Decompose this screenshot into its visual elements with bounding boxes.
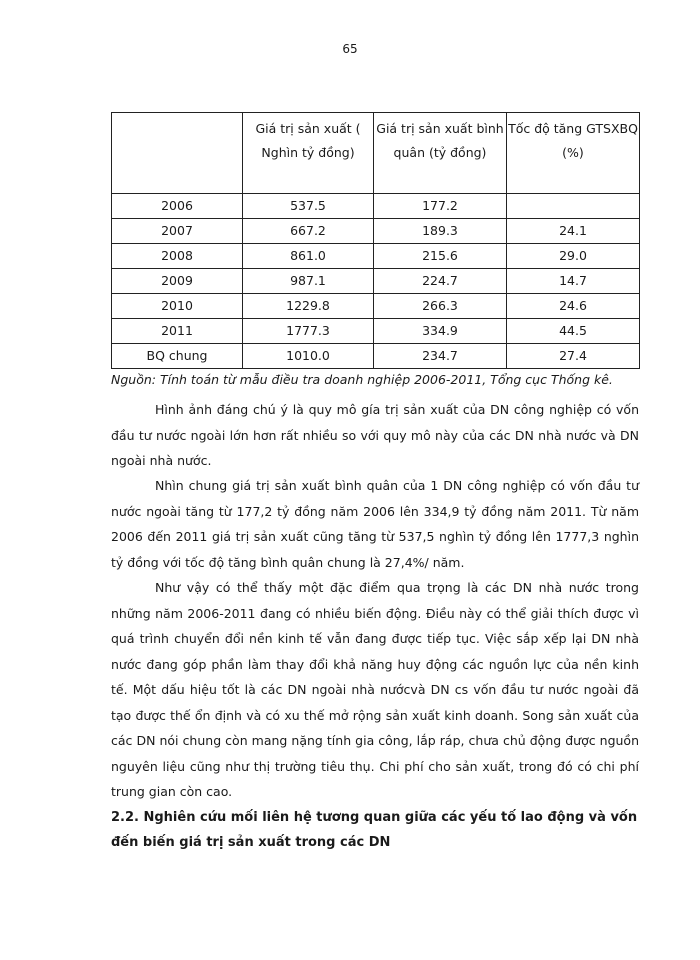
table-cell: 537.5 [243,194,374,219]
table-cell: 1010.0 [243,344,374,369]
table-cell [507,194,640,219]
table-cell: 334.9 [374,319,507,344]
table-header-cell: Giá trị sản xuất bình quân (tỷ đồng) [374,113,507,194]
table-cell: 24.6 [507,294,640,319]
table-cell: 189.3 [374,219,507,244]
table-cell-year: 2006 [112,194,243,219]
table-row [112,319,640,344]
table-cell: 224.7 [374,269,507,294]
table-cell: 24.1 [507,219,640,244]
table-cell-year: 2010 [112,294,243,319]
table-cell: 861.0 [243,244,374,269]
table-cell-year: 2009 [112,269,243,294]
table-cell: 987.1 [243,269,374,294]
table-cell: 266.3 [374,294,507,319]
table-row [112,194,640,219]
section-heading: 2.2. Nghiên cứu mối liên hệ tương quan giữa các yếu tố lao động và vốn đến biến giá trị sản xuất trong các DN [111,810,638,850]
paragraph-1: Hình ảnh đáng chú ý là quy mô gía trị sản xuất của DN công nghiệp có vốn đầu tư nước ngoài lớn hơn rất nhiều so với quy mô này của các DN nhà nước và DN ngoài nhà nước. [111,402,639,468]
table-cell: 177.2 [374,194,507,219]
table-row [112,219,640,244]
table-row-average [112,344,640,369]
table-cell-label: BQ chung [112,344,243,369]
paragraph-3: Như vậy có thể thấy một đặc điểm qua trọng là các DN nhà nước trong những năm 2006-2011 đang có nhiều biến động. Điều này có thể giải thích được vì quá trình chuyển đổi nền kinh tế vẫn đang được tiếp tục. Việc sắp xếp lại DN nhà nước đang góp phần làm thay đổi khả năng huy động các nguồn lực của nền kinh tế. Một dấu hiệu tốt là các DN ngoài nhà nướcvà DN cs vốn đầu tư nước ngoài đã tạo được thế ổn định và có xu thế mở rộng sản xuất kinh doanh. Song sản xuất của các DN nói chung còn mang nặng tính gia công, lắp ráp, chưa chủ động được nguồn nguyên liệu cũng như thị trường tiêu thụ. Chi phí cho sản xuất, trong đó có chi phí trung gian còn cao. [111,580,639,799]
table-cell-year: 2007 [112,219,243,244]
table-header-row [112,113,640,194]
table-cell: 1229.8 [243,294,374,319]
page-number: 65 [342,42,358,56]
table-row [112,244,640,269]
table-cell: 1777.3 [243,319,374,344]
table-cell: 215.6 [374,244,507,269]
table-row [112,269,640,294]
table-header-cell [112,113,243,194]
paragraph-2: Nhìn chung giá trị sản xuất bình quân của 1 DN công nghiệp có vốn đầu tư nước ngoài tăng từ 177,2 tỷ đồng năm 2006 lên 334,9 tỷ đồng năm 2011. Từ năm 2006 đến 2011 giá trị sản xuất cũng tăng từ 537,5 nghìn tỷ đồng lên 1777,3 nghìn tỷ đồng với tốc độ tăng bình quân chung là 27,4%/ năm. [111,478,639,570]
table-cell: 27.4 [507,344,640,369]
table-cell: 44.5 [507,319,640,344]
table-cell-year: 2008 [112,244,243,269]
table-header-cell: Giá trị sản xuất ( Nghìn tỷ đồng) [243,113,374,194]
table-cell: 234.7 [374,344,507,369]
production-value-table [111,112,640,369]
table-source-note: Nguồn: Tính toán từ mẫu điều tra doanh nghiệp 2006-2011, Tổng cục Thống kê. [111,372,613,387]
table-cell: 14.7 [507,269,640,294]
table-row [112,294,640,319]
table-header-cell: Tốc độ tăng GTSXBQ (%) [507,113,640,194]
table-cell-year: 2011 [112,319,243,344]
table-cell: 667.2 [243,219,374,244]
table-cell: 29.0 [507,244,640,269]
